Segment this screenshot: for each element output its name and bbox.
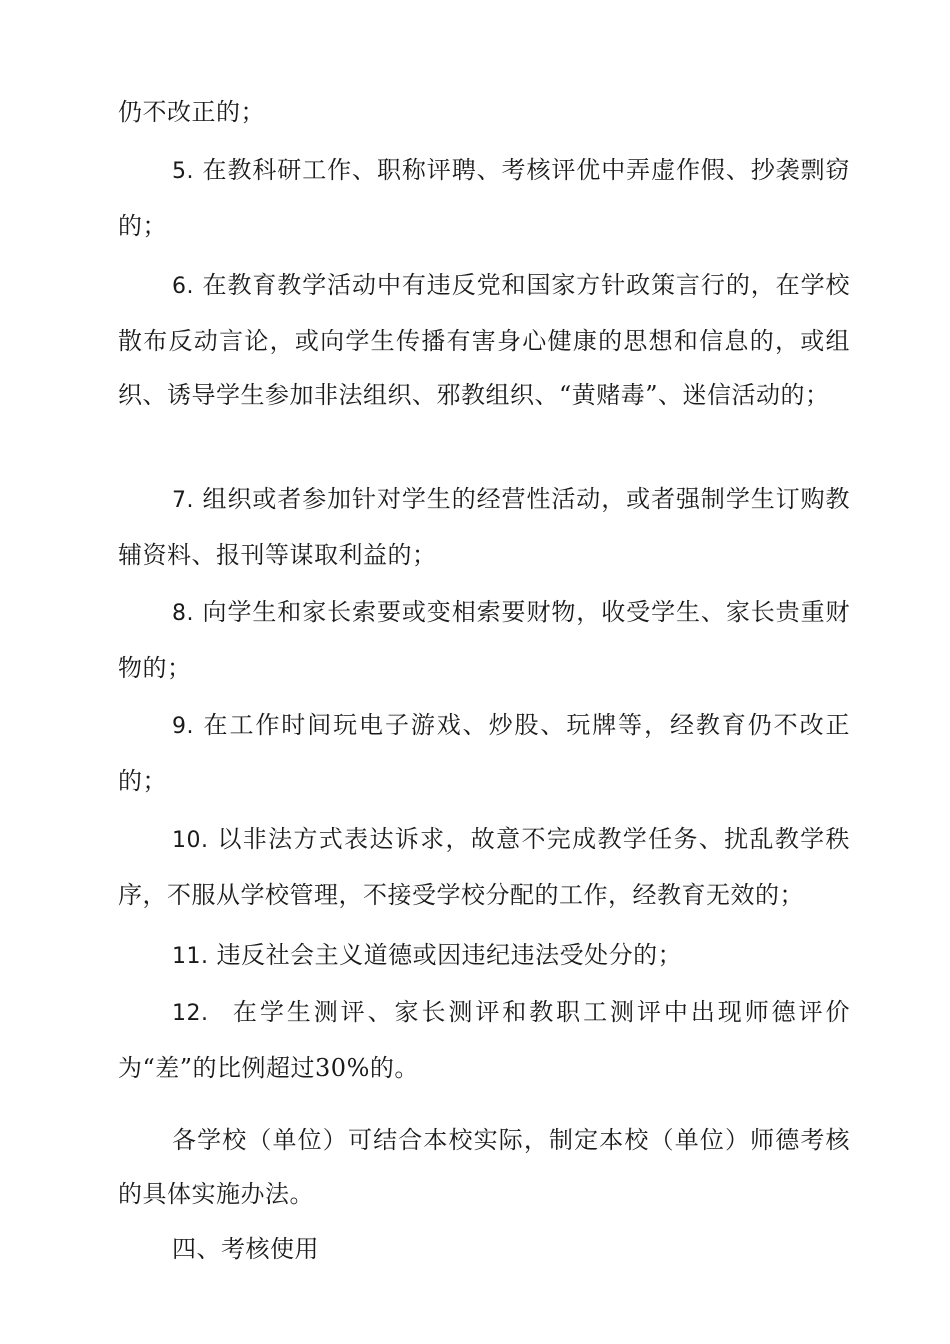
item-number: 5. [172,159,194,184]
item-5 [118,143,850,253]
item-9 [118,698,850,808]
item-7 [118,472,850,582]
item-text: 在工作时间玩电子游戏、炒股、玩牌等，经教育仍不改正的； [118,711,850,795]
item-text: 在教科研工作、职称评聘、考核评优中弄虚作假、抄袭剽窃的； [118,156,850,240]
item-number: 8. [172,601,194,626]
item-text: 向学生和家长索要或变相索要财物，收受学生、家长贵重财物的； [118,598,850,682]
item-8 [118,585,850,695]
section-heading [118,1222,850,1276]
item-number: 6. [172,274,194,299]
item-text: 组织或者参加针对学生的经营性活动，或者强制学生订购教辅资料、报刊等谋取利益的； [118,485,850,569]
item-number: 10. [172,828,209,853]
item-12 [118,985,850,1095]
section-heading-text: 四、考核使用 [172,1235,319,1263]
item-number: 9. [172,714,194,739]
item-text: 在教育教学活动中有违反党和国家方针政策言行的，在学校散布反动言论，或向学生传播有害身心健康的思想和信息的，或组织、诱导学生参加非法组织、邪教组织、“黄赌毒”、迷信活动的； [118,271,850,409]
item-11 [118,928,850,984]
item-6 [118,258,850,422]
school-paragraph [118,1113,850,1221]
item-10 [118,812,850,922]
continued-line [118,85,265,139]
school-paragraph-text: 各学校（单位）可结合本校实际，制定本校（单位）师德考核的具体实施办法。 [118,1126,850,1208]
item-number: 12. [172,1001,209,1026]
item-number: 11. [172,944,209,969]
item-number: 7. [172,488,194,513]
item-text: 以非法方式表达诉求，故意不完成教学任务、扰乱教学秩序，不服从学校管理，不接受学校分配的工作，经教育无效的； [118,825,850,909]
item-text: 违反社会主义道德或因违纪违法受处分的； [208,941,683,969]
item-text: 在学生测评、家长测评和教职工测评中出现师德评价为“差”的比例超过30%的。 [118,998,850,1082]
continued-line-text: 仍不改正的； [118,98,265,126]
